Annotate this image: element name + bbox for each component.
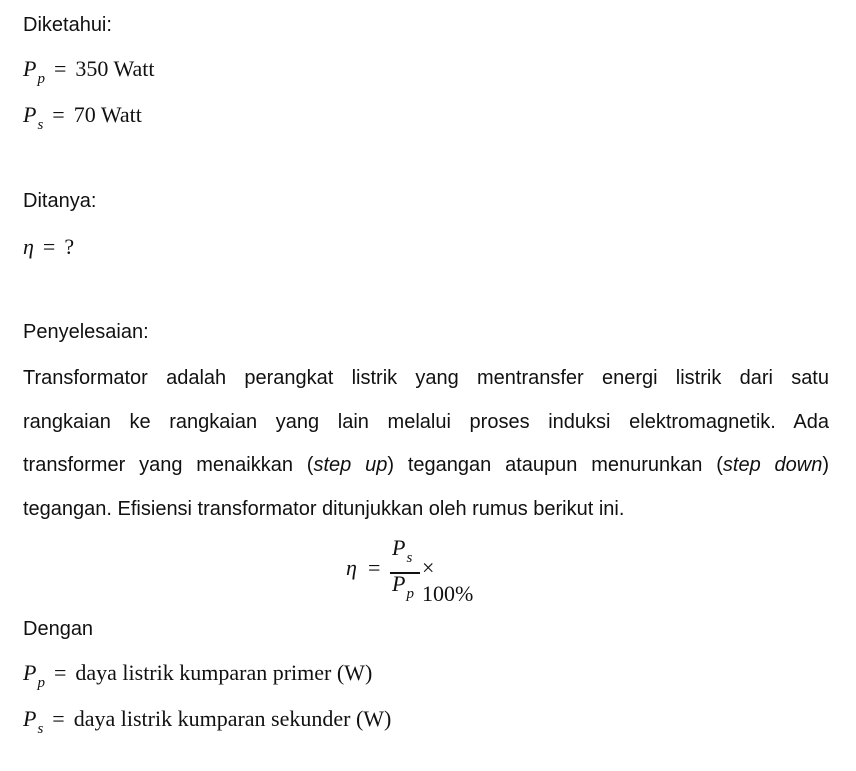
solution-paragraph (23, 357, 829, 531)
asked-equation (23, 234, 74, 260)
paragraph-line-2: rangkaian ke rangkaian yang lain melalui proses induksi elektromagnetik. Ada (23, 410, 829, 433)
line3-text-3: ) (822, 454, 830, 476)
asked-heading: Ditanya: (23, 190, 97, 212)
formula-eta: η (346, 555, 357, 580)
known-ps-equation (23, 102, 142, 133)
definition-ps: $P_s$ = daya listrik kumparan sekunder (W) (23, 706, 392, 737)
paragraph-line-3 (23, 444, 829, 488)
definition-pp: $P_p$ = daya listrik kumparan primer (W) (23, 660, 373, 691)
definition-pp-text: daya listrik kumparan primer (W) (75, 660, 373, 685)
line3-text-1: transformer yang menaikkan ( (23, 454, 314, 476)
asked-equals: = (42, 234, 56, 259)
line3-text-2: ) tegangan ataupun menurunkan ( (387, 454, 723, 476)
paragraph-line-1: Transformator adalah perangkat listrik yang mentransfer energi listrik dari satu (23, 367, 829, 389)
definitions-heading: Dengan (23, 618, 94, 640)
ps-value: 70 Watt (73, 102, 142, 127)
formula-multiplier: × 100% (422, 555, 474, 606)
ps-sub: s (37, 117, 44, 133)
known-heading: Diketahui: (23, 14, 112, 36)
pp-var: P (23, 56, 37, 81)
ps-var: P (23, 102, 37, 127)
pp-sub: p (37, 71, 45, 87)
solution-heading: Penyelesaian: (23, 321, 149, 343)
pp-value: 350 Watt (75, 56, 155, 81)
known-pp-equation (23, 56, 155, 87)
step-up-term: step up (313, 454, 388, 476)
pp-equals: = (53, 56, 67, 81)
eta-var: η (23, 234, 34, 259)
paragraph-line-4: tegangan. Efisiensi transformator ditunjukkan oleh rumus berikut ini. (23, 497, 625, 520)
step-down-term: step down (722, 454, 823, 476)
asked-value: ? (64, 234, 75, 259)
ps-equals: = (52, 102, 65, 127)
formula-denominator: $P_p$ (392, 571, 414, 602)
formula-equals: = (368, 555, 381, 580)
formula-numerator: $P_s$ (392, 535, 413, 566)
definition-ps-text: daya listrik kumparan sekunder (W) (73, 706, 392, 731)
